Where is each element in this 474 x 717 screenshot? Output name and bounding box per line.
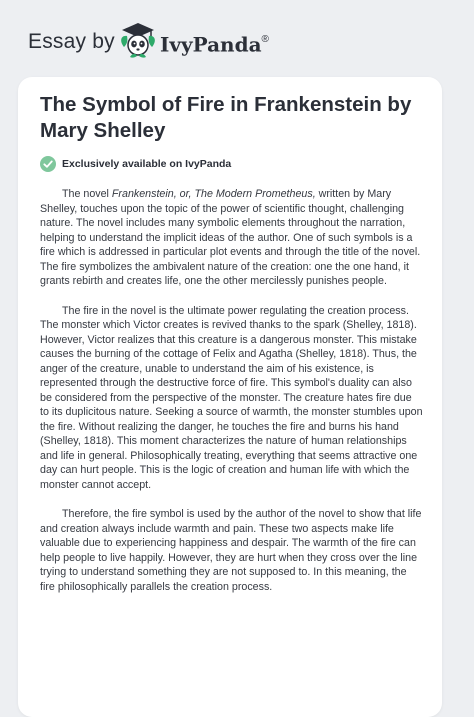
essay-card xyxy=(18,77,442,717)
brand-name[interactable]: IvyPanda® xyxy=(160,32,269,57)
site-header xyxy=(0,0,474,70)
paragraph-2: The fire in the novel is the ultimate power regulating the creation process. The monster which Victor creates is revived thanks to the spark (Shelley, 1818). However, Victor realizes that this creature is a dangerous monster. This mistake causes the burning of the cottage of Felix and Agatha (Shelley, 1818). Thus, the anger of the creature, unable to understand the aim of his existence, is represented through the destructive force of fire. This symbol's duality can also be considered from the perspective of the monster. The creature hates fire due to its duplicitous nature. Seeking a source of warmth, the monster stumbles upon the fire. Without realizing the danger, he touches the fire and burns his hand (Shelley, 1818). This moment characterizes the nature of human relationships and life in general. Philosophically treating, everything that seems attractive one day can hurt people. This is the logic of creation and human life with which the monster cannot accept. xyxy=(40,304,423,491)
paragraph-3: Therefore, the fire symbol is used by the author of the novel to show that life and creation always include warmth and pain. These two aspects make life valuable due to experiencing happiness and despair. The warmth of the fire can help people to live happily. However, they are hurt when they cross over the line trying to understand something they are not supposed to. In this meaning, the fire philosophically parallels the creation process. xyxy=(40,508,422,593)
paragraph-1-rest: written by Mary Shelley, touches upon the topic of the power of scientific thought, challenging nature. The novel includes many symbolic elements throughout the narration, helping to understand the implicit ideas of the author. One of such symbols is a fire which is addressed in particular plot events and through the title of the novel. The fire symbolizes the ambivalent nature of the creation: one the one hand, it grants rebirth and creates life, one the other mercilessly punishes people. xyxy=(40,188,421,287)
essay-title: The Symbol of Fire in Frankenstein by Mary Shelley xyxy=(40,93,412,142)
check-circle-icon xyxy=(40,156,56,172)
registered-mark: ® xyxy=(261,34,269,45)
paragraph-1-intro: The novel xyxy=(62,188,112,200)
availability-badge xyxy=(40,155,231,173)
essay-body xyxy=(40,187,423,609)
ivypanda-logo-icon[interactable] xyxy=(118,21,158,61)
availability-text: Exclusively available on IvyPanda xyxy=(62,158,232,170)
paragraph-1 xyxy=(40,187,423,289)
book-title: Frankenstein, or, The Modern Prometheus, xyxy=(111,188,316,200)
essay-by-label: Essay by xyxy=(28,30,115,53)
